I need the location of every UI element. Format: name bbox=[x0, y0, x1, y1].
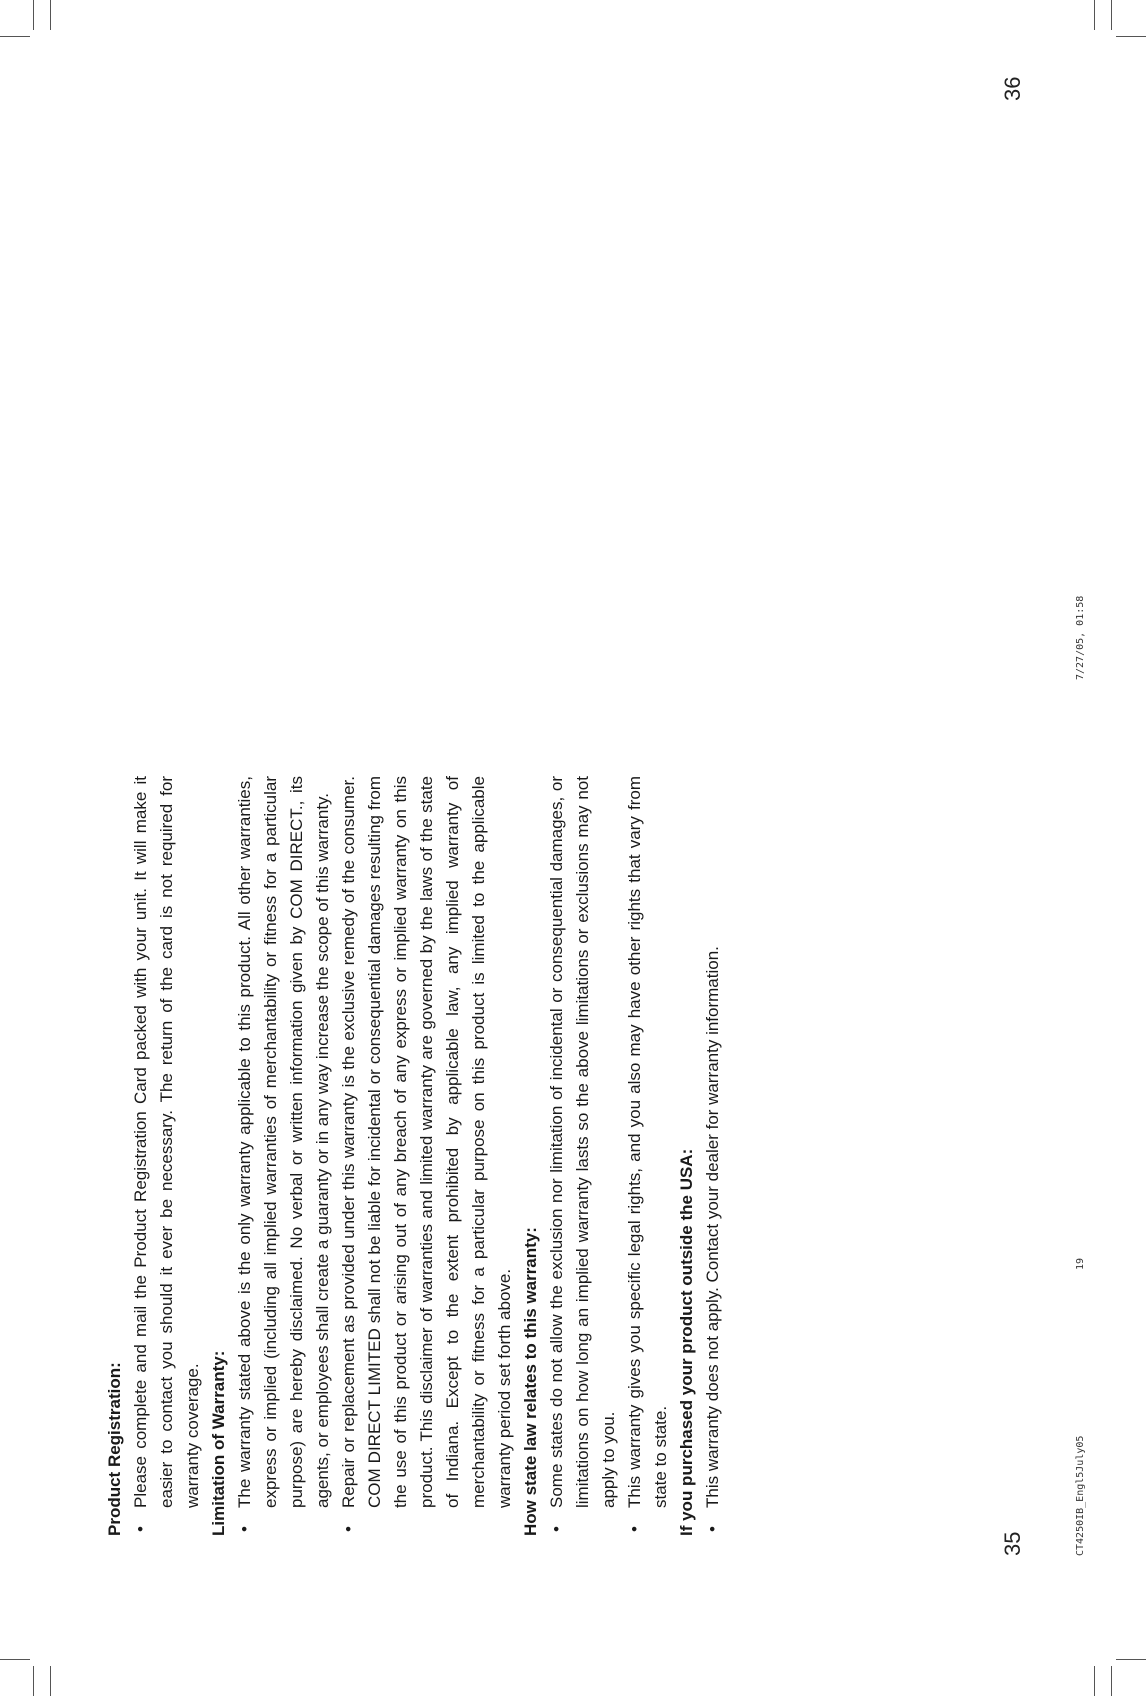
list-item bbox=[128, 776, 206, 1536]
section-title: If you purchased your product outside the USA: bbox=[677, 1148, 696, 1536]
page-number-left: 35 bbox=[1000, 1531, 1025, 1556]
bullet-icon: • bbox=[547, 1526, 566, 1532]
item-text: Some states do not allow the exclusion nor limitation of incidental or consequential damages, or limitations on how long an implied warranty lasts so the above limitations or exclusions may not apply to you. bbox=[547, 776, 618, 1508]
bullet-icon: • bbox=[625, 1526, 644, 1532]
list-item bbox=[622, 776, 674, 1536]
list-item bbox=[232, 776, 336, 1536]
section-state-law bbox=[518, 776, 674, 1536]
section-product-registration bbox=[102, 776, 206, 1536]
item-text: The warranty stated above is the only warranty applicable to this product. All other warranties, express or implied (including all implied warranties of merchantability or fitness for a particular purpose) are hereby disclaimed. No verbal or written information given by COM DIRECT., its agents, or employees shall create a guaranty or in any way increase the scope of this warranty. bbox=[235, 776, 332, 1508]
list-item bbox=[336, 776, 518, 1536]
warranty-text bbox=[102, 776, 726, 1536]
bullet-icon: • bbox=[703, 1526, 722, 1532]
footer-filename: CT4250IB_Engl5July05 bbox=[1075, 1435, 1086, 1556]
item-text: Please complete and mail the Product Registration Card packed with your unit. It will make it easier to contact you should it ever be necessary. The return of the card is not required for warranty coverage. bbox=[131, 776, 202, 1508]
list-item bbox=[700, 776, 726, 1536]
page-number-right: 36 bbox=[1000, 76, 1025, 101]
list-item bbox=[544, 776, 622, 1536]
section-outside-usa bbox=[674, 776, 726, 1536]
item-text: Repair or replacement as provided under this warranty is the exclusive remedy of the consumer. COM DIRECT LIMITED shall not be liable for incidental or consequential damages resulting from the use of this product or arising out of any breach of any express or implied warranty on this product. This disclaimer of warranties and limited warranty are governed by the laws of the state of Indiana. Except to the extent prohibited by applicable law, any implied warranty of merchantability or fitness for a particular purpose on this product is limited to the applicable warranty period set forth above. bbox=[339, 776, 514, 1508]
item-text: This warranty does not apply. Contact your dealer for warranty information. bbox=[703, 946, 722, 1508]
bullet-icon: • bbox=[131, 1526, 150, 1532]
footer-sheet-number: 19 bbox=[1075, 1257, 1086, 1270]
bullet-icon: • bbox=[339, 1526, 358, 1532]
bullet-icon: • bbox=[235, 1526, 254, 1532]
footer-timestamp: 7/27/05, 01:58 bbox=[1075, 595, 1086, 680]
section-title: Limitation of Warranty: bbox=[209, 1350, 228, 1536]
section-title: How state law relates to this warranty: bbox=[521, 1227, 540, 1536]
section-limitation-of-warranty bbox=[206, 776, 518, 1536]
item-text: This warranty gives you specific legal rights, and you also may have other rights that vary from state to state. bbox=[625, 776, 670, 1508]
section-title: Product Registration: bbox=[105, 1362, 124, 1536]
